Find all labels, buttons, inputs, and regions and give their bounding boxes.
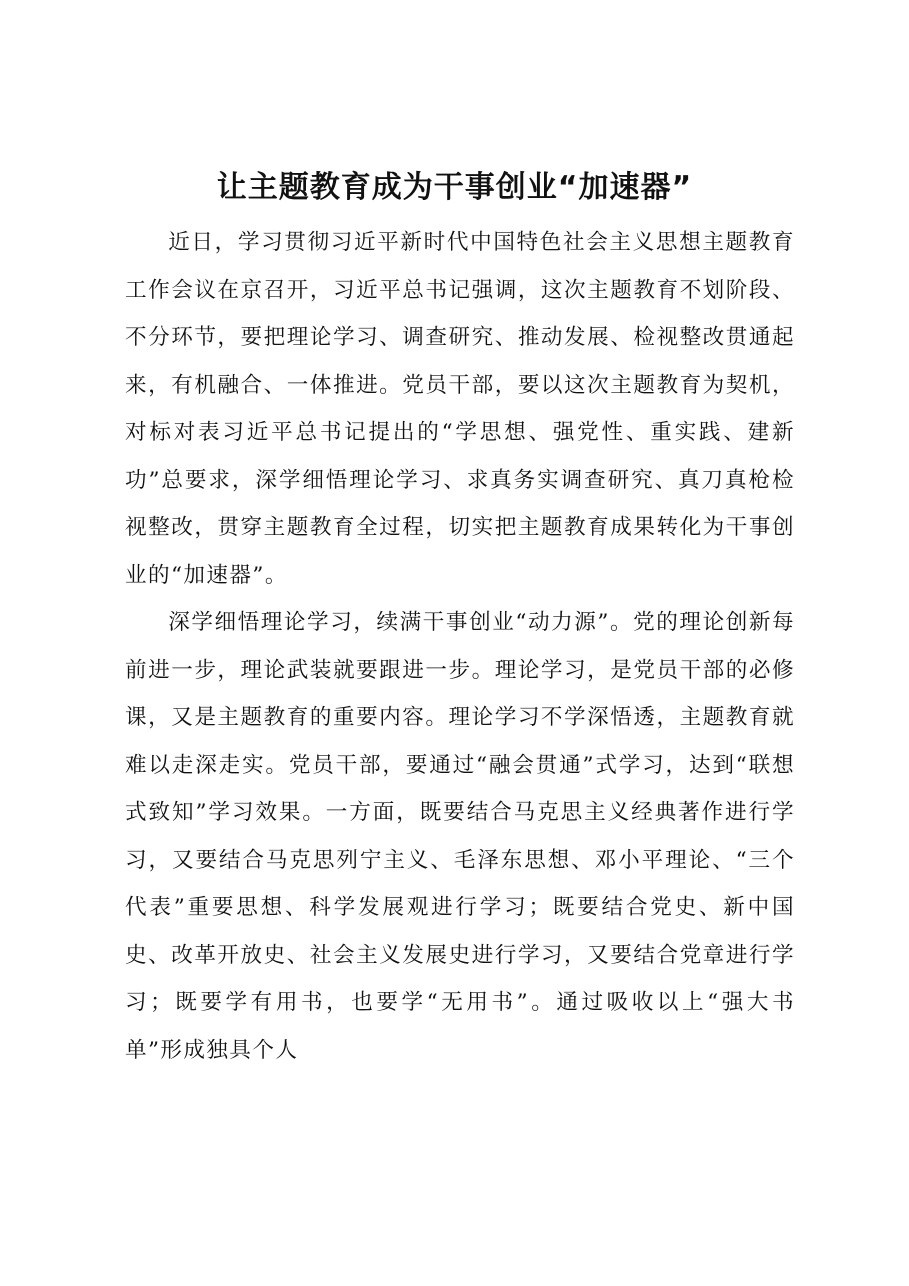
paragraph-1: 近日，学习贯彻习近平新时代中国特色社会主义思想主题教育工作会议在京召开，习近平总书记强调，这次主题教育不划阶段、不分环节，要把理论学习、调查研究、推动发展、检视整改贯通起来，有机融合、一体推进。党员干部，要以这次主题教育为契机，对标对表习近平总书记提出的“学思想、强党性、重实践、建新功”总要求，深学细悟理论学习、求真务实调查研究、真刀真枪检视整改，贯穿主题教育全过程，切实把主题教育成果转化为干事创业的“加速器”。 <box>125 230 795 588</box>
document-title: 让主题教育成为干事创业“加速器” <box>216 170 693 205</box>
document-body <box>125 219 795 1074</box>
paragraph-2: 深学细悟理论学习，续满干事创业“动力源”。党的理论创新每前进一步，理论武装就要跟进一步。理论学习，是党员干部的必修课，又是主题教育的重要内容。理论学习不学深悟透，主题教育就难以走深走实。党员干部，要通过“融会贯通”式学习，达到“联想式致知”学习效果。一方面，既要结合马克思主义经典著作进行学习，又要结合马克思列宁主义、毛泽东思想、邓小平理论、“三个代表”重要思想、科学发展观进行学习；既要结合党史、新中国史、改革开放史、社会主义发展史进行学习，又要结合党章进行学习；既要学有用书，也要学“无用书”。通过吸收以上“强大书单”形成独具个人 <box>125 610 795 1063</box>
